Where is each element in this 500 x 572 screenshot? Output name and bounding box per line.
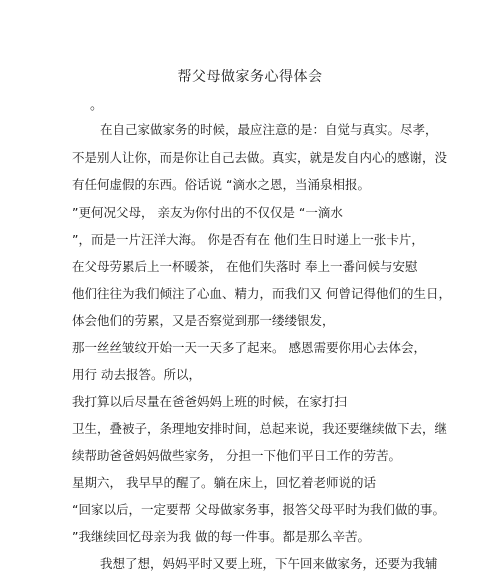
text-line: 在自己家做家务的时候，最应注意的是：自觉与真实。尽孝， bbox=[100, 122, 438, 137]
text-line: 体会他们的劳累，又是否察觉到那一缕缕银发， bbox=[72, 313, 335, 328]
text-line: 星期六， 我早早的醒了。躺在床上，回忆着老师说的话 bbox=[72, 475, 376, 490]
text-line: 用行 动去报答。所以， bbox=[72, 367, 201, 382]
document-title: 帮父母做家务心得体会 bbox=[177, 69, 323, 85]
text-line: ”更何况父母， 亲友为你付出的不仅仅是 “一滴水 bbox=[72, 205, 343, 220]
text-line: “回家以后，一定要帮 父母做家务事，报答父母平时为我们做的事。 bbox=[72, 502, 445, 517]
text-line: ”，而是一片汪洋大海。 你是否有在 他们生日时递上一张卡片， bbox=[72, 232, 424, 247]
text-line: 那一丝丝皱纹开始一天一天多了起来。 感恩需要你用心去体会， bbox=[72, 340, 426, 355]
text-line: 不是别人让你，而是你让自己去做。真实，就是发自内心的感谢，没 bbox=[72, 150, 448, 165]
text-line: 续帮助爸爸妈妈做些家务， 分担一下他们平日工作的劳苦。 bbox=[72, 448, 401, 463]
paragraph-marker: 。 bbox=[90, 98, 104, 113]
text-line: 我打算以后尽量在爸爸妈妈上班的时候，在家打扫 bbox=[72, 394, 348, 409]
text-line: ”我继续回忆母亲为我 做的每一件事。都是那么辛苦。 bbox=[72, 529, 370, 544]
text-line: 在父母劳累后上一杯暖茶， 在他们失落时 奉上一番问候与安慰 bbox=[72, 259, 418, 274]
text-line: 卫生，叠被子，条理地安排时间，总起来说，我还要继续做下去，继 bbox=[72, 421, 448, 436]
text-line: 我想了想，妈妈平时又要上班，下午回来做家务，还要为我辅 bbox=[100, 556, 438, 571]
text-line: 有任何虚假的东西。俗话说 “滴水之恩，当涌泉相报。 bbox=[72, 177, 370, 192]
text-line: 他们往往为我们倾注了心血、精力，而我们又 何曾记得他们的生日， bbox=[72, 286, 451, 301]
